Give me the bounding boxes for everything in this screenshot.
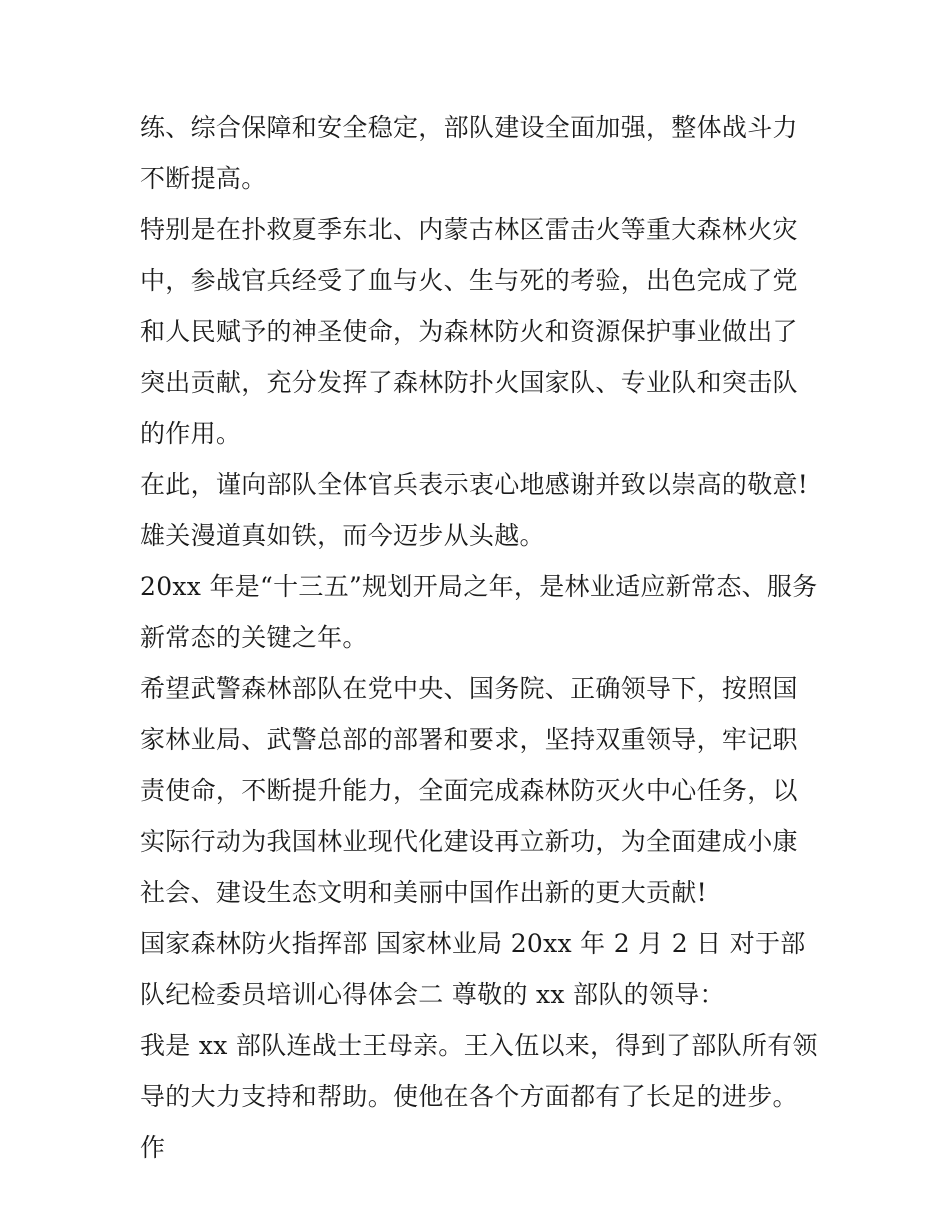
paragraph-2: 特别是在扑救夏季东北、内蒙古林区雷击火等重大森林火灾中，参战官兵经受了血与火、生与死的考验，出色完成了党和人民赋予的神圣使命，为森林防火和资源保护事业做出了突出贡献，充分发挥了森林防扑火国家队、专业队和突击队的作用。 bbox=[140, 215, 798, 448]
document-body bbox=[140, 102, 820, 1173]
paragraph-4: 雄关漫道真如铁，而今迈步从头越。 bbox=[140, 521, 545, 550]
paragraph-5: 20xx 年是“十三五”规划开局之年，是林业适应新常态、服务新常态的关键之年。 bbox=[140, 572, 818, 652]
paragraph-8: 我是 xx 部队连战士王母亲。王入伍以来，得到了部队所有领导的大力支持和帮助。使他在各个方面都有了长足的进步。作 bbox=[140, 1031, 818, 1162]
paragraph-6: 希望武警森林部队在党中央、国务院、正确领导下，按照国家林业局、武警总部的部署和要求，坚持双重领导，牢记职责使命，不断提升能力，全面完成森林防灭火中心任务，以实际行动为我国林业现代化建设再立新功，为全面建成小康社会、建设生态文明和美丽中国作出新的更大贡献! bbox=[140, 674, 798, 907]
paragraph-7: 国家森林防火指挥部 国家林业局 20xx 年 2 月 2 日 对于部队纪检委员培训心得体会二 尊敬的 xx 部队的领导： bbox=[140, 929, 806, 1009]
paragraph-3: 在此，谨向部队全体官兵表示衷心地感谢并致以崇高的敬意! bbox=[140, 470, 809, 499]
paragraph-1: 练、综合保障和安全稳定，部队建设全面加强，整体战斗力不断提高。 bbox=[140, 113, 798, 193]
